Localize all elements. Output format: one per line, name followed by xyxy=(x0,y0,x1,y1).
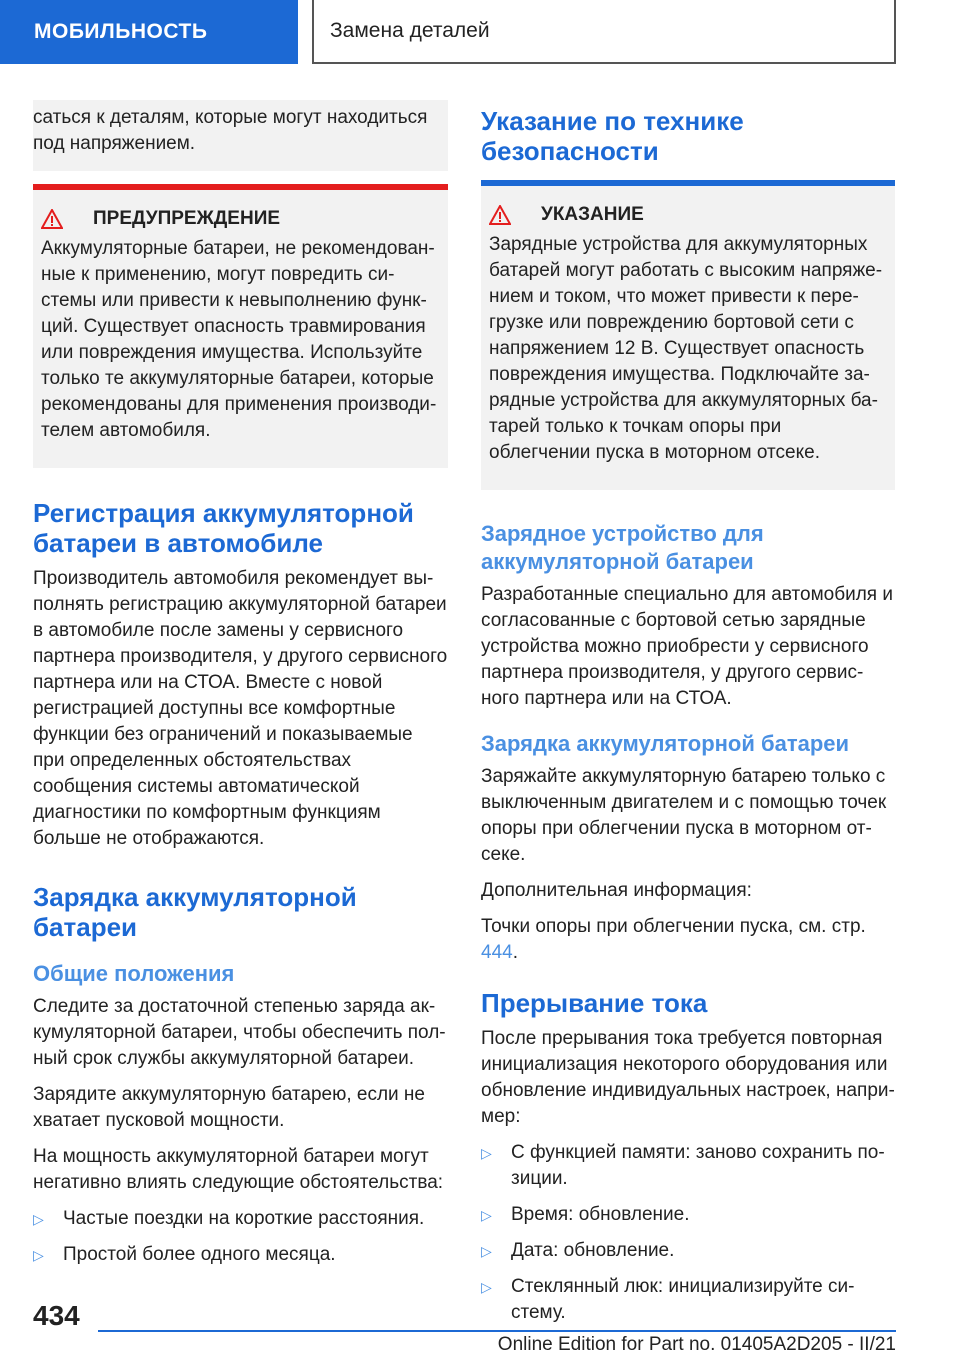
warning-label: ПРЕДУПРЕЖДЕНИЕ xyxy=(93,208,281,229)
list-item-text: Простой более одного месяца. xyxy=(63,1244,336,1265)
bullet-triangle-icon: ▷ xyxy=(481,1145,492,1161)
list-item-text: Стеклянный люк: инициализируйте систему. xyxy=(511,1276,855,1323)
list-item xyxy=(481,1202,895,1228)
reference-end: . xyxy=(512,942,518,963)
left-column xyxy=(33,100,448,1278)
general-heading: Общие положения xyxy=(33,961,235,986)
caution-icon xyxy=(489,205,511,225)
footer-divider xyxy=(98,1330,896,1332)
section-tab: МОБИЛЬНОСТЬ xyxy=(0,0,298,64)
note-text: Зарядные устройства для аккумуляторных батарей могут работать с высоким напряжением и током, что может привести к перегрузке или повреждению бортовой сети с напряжением 12 В. Существует опасность повреждения имущества. Подключайте зарядные устройства для аккумуляторных батарей только к точкам опоры при облегчении пуска в моторном отсеке. xyxy=(489,234,883,463)
list-item-text: Частые поездки на короткие расстояния. xyxy=(63,1208,425,1229)
bullet-triangle-icon: ▷ xyxy=(481,1207,492,1223)
more-info-label: Дополнительная информация: xyxy=(481,880,752,901)
list-item xyxy=(33,1242,448,1268)
bullet-triangle-icon: ▷ xyxy=(33,1211,44,1227)
list-item-text: Дата: обновление. xyxy=(511,1240,675,1261)
note-box xyxy=(481,180,895,490)
edition-info: Online Edition for Part no. 01405A2D205 - II/21 xyxy=(497,1334,896,1355)
note-label: УКАЗАНИЕ xyxy=(541,204,644,225)
charging-heading: Зарядка аккумуляторной батареи xyxy=(33,882,357,942)
safety-heading: Указание по технике безопасности xyxy=(481,106,744,166)
warning-box xyxy=(33,184,448,468)
registration-heading: Регистрация аккумуляторной батареи в автомобиле xyxy=(33,498,414,558)
warning-icon xyxy=(41,209,63,229)
list-item xyxy=(481,1140,895,1192)
reference-text: Точки опоры при облегчении пуска, см. стр. xyxy=(481,916,866,937)
page-reference-link[interactable]: 444 xyxy=(481,942,513,963)
general-paragraph-3: На мощность аккумуляторной батареи могут негативно влиять следующие обстоятельства: xyxy=(33,1146,444,1193)
interrupt-heading: Прерывание тока xyxy=(481,988,708,1018)
list-item xyxy=(481,1238,895,1264)
intro-box xyxy=(33,100,448,171)
list-item-text: С функцией памяти: заново сохранить позиции. xyxy=(511,1142,885,1189)
interrupt-text: После прерывания тока требуется повторная инициализация некоторого оборудования или обновление индивидуальных настроек, например: xyxy=(481,1028,895,1127)
warning-text: Аккумуляторные батареи, не рекомендованные к применению, могут повредить системы или привести к невыполнению функций. Существует опасность травмирования или повреждения имущества. Используйте только те аккумуляторные батареи, которые рекомендованы для применения производителем автомобиля. xyxy=(41,238,437,441)
charging-battery-heading: Зарядка аккумуляторной батареи xyxy=(481,731,850,756)
list-item xyxy=(33,1206,448,1232)
charger-text: Разработанные специально для автомобиля и согласованные с бортовой сетью зарядные устройства можно приобрести у сервисного партнера производителя, у другого сервисного партнера или на СТОА. xyxy=(481,584,893,709)
right-column xyxy=(481,100,895,1336)
bullet-triangle-icon: ▷ xyxy=(481,1243,492,1259)
chapter-title: Замена деталей xyxy=(312,0,896,64)
bullet-triangle-icon: ▷ xyxy=(33,1247,44,1263)
list-item xyxy=(481,1274,895,1326)
charging-text: Заряжайте аккумуляторную батарею только с выключенным двигателем и с помощью точек опоры при облегчении пуска в моторном отсеке. xyxy=(481,766,887,865)
page-number: 434 xyxy=(33,1300,80,1331)
cross-reference xyxy=(481,914,895,966)
charger-heading: Зарядное устройство для аккумуляторной батареи xyxy=(481,521,764,574)
list-item-text: Время: обновление. xyxy=(511,1204,690,1225)
intro-text: саться к деталям, которые могут находиться под напряжением. xyxy=(33,107,428,154)
general-paragraph-1: Следите за достаточной степенью заряда аккумуляторной батареи, чтобы обеспечить полный срок службы аккумуляторной батареи. xyxy=(33,996,446,1069)
note-header xyxy=(481,204,895,226)
warning-header xyxy=(33,208,448,230)
registration-text: Производитель автомобиля рекомендует выполнять регистрацию аккумуляторной батареи в автомобиле после замены у сервисного партнера производителя, у другого сервисного партнера или на СТОА. Вместе с новой регистрацией доступны все комфортные функции без ограничений и показываемые при определенных обстоятельствах сообщения системы автоматической диагностики по комфортным функциям больше не отображаются. xyxy=(33,568,448,849)
bullet-triangle-icon: ▷ xyxy=(481,1279,492,1295)
general-paragraph-2: Зарядите аккумуляторную батарею, если не хватает пусковой мощности. xyxy=(33,1084,425,1131)
